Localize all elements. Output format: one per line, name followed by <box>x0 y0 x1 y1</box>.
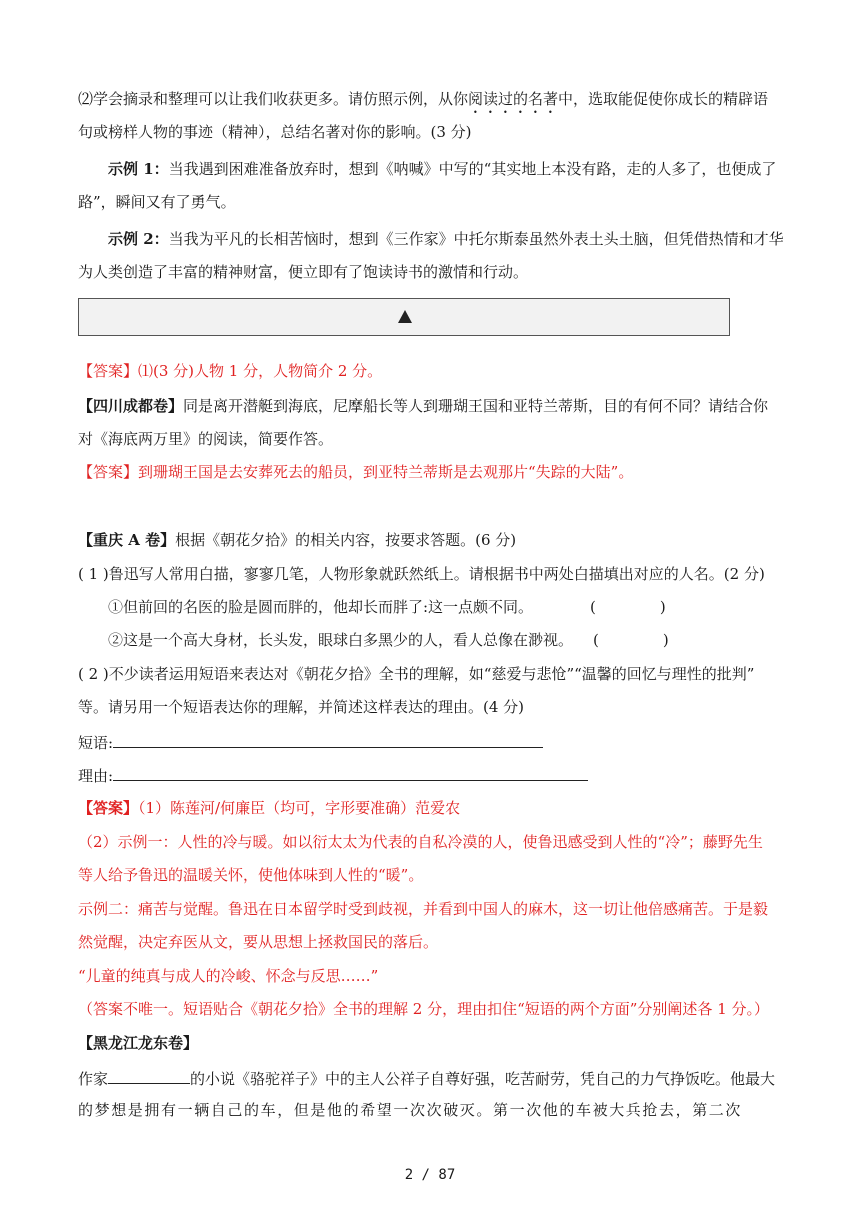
paren-close: ) <box>659 598 666 616</box>
example-1-line-1 <box>108 159 776 179</box>
answer-text: （1）陈莲河/何廉臣（均可，字形要准确）范爱农 <box>138 799 461 817</box>
chongqing-answer-3-line-1: 示例二：痛苦与觉醒。鲁迅在日本留学时受到歧视，并看到中国人的麻木，这一切让他倍感痛苦。于是毅 <box>78 900 769 918</box>
paren-close: ) <box>662 631 669 649</box>
paren-open: ( <box>590 598 596 616</box>
q2-text: 中，选取能促使你成长的精辟语 <box>558 90 769 108</box>
chongqing-tag: 【重庆 A 卷】 <box>78 531 176 549</box>
chongqing-item-2: ②这是一个高大身材，长头发，眼球白多黑少的人，看人总像在渺视。 <box>108 631 574 649</box>
emphasis-text: 阅读过的名著 <box>468 90 559 108</box>
sichuan-tag: 【四川成都卷】 <box>78 397 184 415</box>
phrase-row <box>78 731 543 753</box>
q2-line-2: 句或榜样人物的事迹（精神），总结名著对你的影响。(3 分) <box>78 123 472 141</box>
phrase-label: 短语: <box>78 734 114 752</box>
chongqing-answer-1 <box>78 798 460 818</box>
chongqing-part-2-line-2: 等。请另用一个短语表达你的理解，并简述这样表达的理由。(4 分) <box>78 698 525 716</box>
heilongjiang-tag: 【黑龙江龙东卷】 <box>78 1034 199 1052</box>
chongqing-part-2-line-1: ( 2 )不少读者运用短语来表达对《朝花夕拾》全书的理解，如“慈爱与悲怆”“温馨的回忆与理性的批判” <box>78 665 755 683</box>
paren-open: ( <box>593 631 599 649</box>
chongqing-answer-4: “儿童的纯真与成人的冷峻、怀念与反思……” <box>78 967 379 985</box>
q2-answer: 【答案】⑴(3 分)人物 1 分，人物简介 2 分。 <box>78 362 383 380</box>
q2-line-1 <box>78 89 768 117</box>
page-number: 2 / 87 <box>404 1167 456 1183</box>
heilongjiang-line-1 <box>78 1067 775 1089</box>
example-2-label: 示例 2： <box>108 230 169 248</box>
chongqing-item-1: ①但前回的名医的脸是圆而胖的，他却长而胖了:这一点颇不同。 <box>108 598 534 616</box>
example-1-label: 示例 1： <box>108 160 169 178</box>
phrase-blank[interactable] <box>113 731 543 748</box>
answer-tag: 【答案】 <box>78 799 139 817</box>
example-2-text: 当我为平凡的长相苦恼时，想到《三作家》中托尔斯泰虽然外表土头土脑，但凭借热情和才华 <box>168 230 784 248</box>
blank-paren-1[interactable] <box>590 597 666 617</box>
example-1-line-2: 路”，瞬间又有了勇气。 <box>78 193 236 211</box>
heilongjiang-text: 的小说《骆驼祥子》中的主人公祥子自尊好强，吃苦耐劳，凭自己的力气挣饭吃。他最大 <box>190 1070 776 1088</box>
reason-row <box>78 764 588 786</box>
chongqing-part-1: ( 1 )鲁迅写人常用白描，寥寥几笔，人物形象就跃然纸上。请根据书中两处白描填出对应的人名。(2 分) <box>78 565 765 583</box>
chongqing-intro-text: 根据《朝花夕拾》的相关内容，按要求答题。(6 分) <box>175 531 517 549</box>
author-blank[interactable] <box>108 1067 190 1084</box>
heilongjiang-line-2: 的梦想是拥有一辆自己的车，但是他的希望一次次破灭。第一次他的车被大兵抢去，第二次 <box>78 1101 743 1119</box>
blank-paren-2[interactable] <box>593 630 669 650</box>
sichuan-question-line-2: 对《海底两万里》的阅读，简要作答。 <box>78 430 334 448</box>
sichuan-text: 同是离开潜艇到海底，尼摩船长等人到珊瑚王国和亚特兰蒂斯，目的有何不同？请结合你 <box>183 397 769 415</box>
chongqing-intro <box>78 530 516 550</box>
chongqing-answer-3-line-2: 然觉醒，决定弃医从文，要从思想上拯救国民的落后。 <box>78 933 439 951</box>
triangle-icon <box>398 310 412 323</box>
example-1-text: 当我遇到困难准备放弃时，想到《呐喊》中写的“其实地上本没有路，走的人多了，也便成了 <box>168 160 777 178</box>
example-2-line-2: 为人类创造了丰富的精神财富，便立即有了饱读诗书的激情和行动。 <box>78 263 529 281</box>
example-2-line-1 <box>108 229 784 249</box>
reason-blank[interactable] <box>113 764 588 781</box>
heilongjiang-text: 作家 <box>78 1070 109 1088</box>
sichuan-question-line-1 <box>78 396 768 416</box>
sichuan-answer: 【答案】到珊瑚王国是去安葬死去的船员，到亚特兰蒂斯是去观那片“失踪的大陆”。 <box>78 463 634 481</box>
chongqing-answer-2-line-1: （2）示例一：人性的冷与暖。如以衍太太为代表的自私冷漠的人，使鲁迅感受到人性的“冷”；藤野先生 <box>78 833 763 851</box>
reason-label: 理由: <box>78 767 114 785</box>
answer-placeholder-box <box>78 298 730 336</box>
chongqing-answer-note: （答案不唯一。短语贴合《朝花夕拾》全书的理解 2 分，理由扣住“短语的两个方面”分别阐述各 1 分。） <box>78 1000 770 1018</box>
chongqing-answer-2-line-2: 等人给予鲁迅的温暖关怀，使他体味到人性的“暖”。 <box>78 866 424 884</box>
q2-text: ⑵学会摘录和整理可以让我们收获更多。请仿照示例，从你 <box>78 90 469 108</box>
